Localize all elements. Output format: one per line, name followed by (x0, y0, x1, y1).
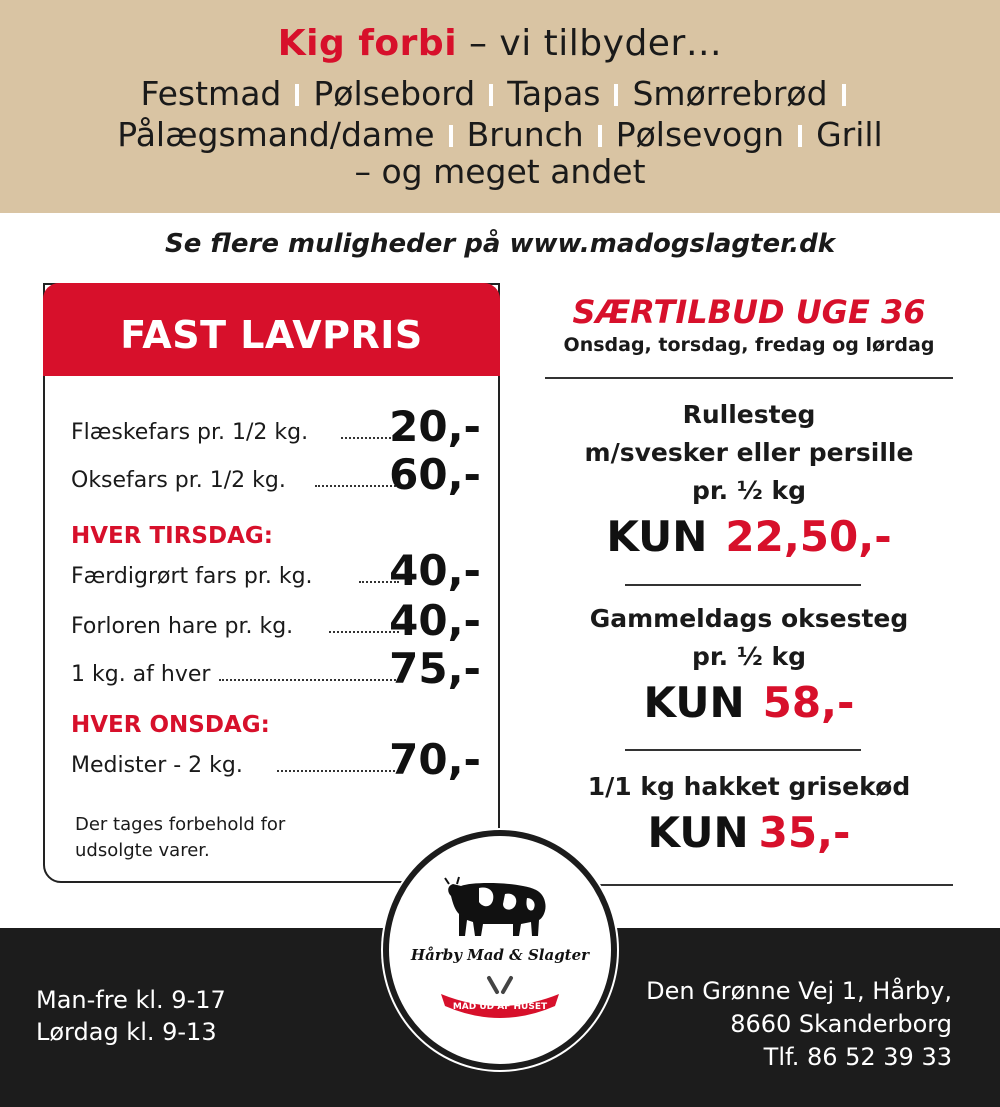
logo-name: Hårby Mad & Slagter (410, 946, 590, 964)
separator-bar (798, 125, 802, 147)
headline-accent: Kig forbi (277, 23, 458, 64)
headline-rest: – vi tilbyder… (457, 23, 723, 64)
offer-price (545, 510, 953, 564)
ribbon-text: MAD UD AF HUSET (452, 1002, 548, 1012)
services-line-1 (0, 74, 1000, 114)
offer-oksesteg (545, 600, 953, 730)
separator-bar (842, 84, 846, 106)
kun-label: KUN (606, 512, 708, 561)
address-block (646, 975, 952, 1074)
onsdag-heading: HVER ONSDAG: (71, 712, 270, 738)
card-header (43, 283, 500, 376)
offer-price (545, 676, 953, 730)
leader-dots (277, 770, 399, 772)
address-line: 8660 Skanderborg (730, 1010, 952, 1038)
services-line-3: – og meget andet (354, 152, 646, 191)
disclaimer-text: Der tages forbehold for udsolgte varer. (75, 814, 286, 861)
item-price: 20,- (389, 402, 481, 451)
separator-bar (449, 125, 453, 147)
separator-bar (614, 84, 618, 106)
price-amount: 35,- (758, 808, 851, 857)
price-row (71, 645, 481, 693)
item-price: 70,- (389, 735, 481, 784)
hours-line: Man-fre kl. 9-17 (36, 986, 226, 1014)
special-offer-title: SÆRTILBUD UGE 36 (572, 293, 926, 331)
offer-line: Rullesteg (682, 400, 816, 429)
ribbon-knives-icon (437, 974, 563, 1020)
fast-lavpris-card (43, 283, 500, 883)
tirsdag-heading: HVER TIRSDAG: (71, 523, 273, 549)
item-price: 60,- (389, 450, 481, 499)
cow-icon (443, 874, 553, 940)
item-name: 1 kg. af hver (71, 662, 211, 687)
offer-price (545, 806, 953, 860)
offer-line: pr. ½ kg (692, 642, 806, 671)
service-item: Tapas (507, 74, 601, 113)
service-item: Pølsevogn (615, 115, 785, 154)
leader-dots (315, 485, 399, 487)
offer-line: m/svesker eller persille (584, 438, 914, 467)
shop-logo (383, 830, 617, 1070)
phone-line: Tlf. 86 52 39 33 (763, 1043, 952, 1071)
offer-line: pr. ½ kg (692, 476, 806, 505)
service-item: Pølsebord (313, 74, 476, 113)
offer-line: Gammeldags oksesteg (589, 604, 909, 633)
divider (625, 584, 861, 586)
item-price: 40,- (389, 546, 481, 595)
item-name: Flæskefars pr. 1/2 kg. (71, 420, 309, 445)
price-row (71, 547, 481, 595)
card-title: FAST LAVPRIS (120, 313, 423, 357)
services-line-2 (0, 115, 1000, 155)
separator-bar (295, 84, 299, 106)
offer-rullesteg (545, 396, 953, 564)
special-offer-days: Onsdag, torsdag, fredag og lørdag (563, 334, 935, 356)
services-banner (0, 0, 1000, 213)
item-name: Forloren hare pr. kg. (71, 614, 294, 639)
service-item: Brunch (466, 115, 584, 154)
service-item: Festmad (140, 74, 282, 113)
offer-grisekoed (545, 768, 953, 860)
item-name: Medister - 2 kg. (71, 753, 243, 778)
leader-dots (219, 679, 399, 681)
kun-label: KUN (643, 678, 745, 727)
item-price: 75,- (389, 644, 481, 693)
address-line: Den Grønne Vej 1, Hårby, (646, 977, 952, 1005)
service-item: Smørrebrød (632, 74, 828, 113)
price-row (71, 736, 481, 784)
service-item: Grill (816, 115, 883, 154)
price-amount: 22,50,- (725, 512, 892, 561)
price-row (71, 597, 481, 645)
item-price: 40,- (389, 596, 481, 645)
website-link[interactable]: Se flere muligheder på www.madogslagter.dk (164, 229, 836, 259)
opening-hours (36, 984, 226, 1048)
item-name: Færdigrørt fars pr. kg. (71, 564, 313, 589)
service-item: Pålægsmand/dame (117, 115, 435, 154)
divider (625, 749, 861, 751)
price-row (71, 451, 481, 499)
price-row (71, 403, 481, 451)
divider (545, 884, 953, 886)
item-name: Oksefars pr. 1/2 kg. (71, 468, 286, 493)
price-amount: 58,- (762, 678, 855, 727)
banner-headline (0, 22, 1000, 66)
offer-line: 1/1 kg hakket grisekød (587, 772, 911, 801)
separator-bar (598, 125, 602, 147)
divider (545, 377, 953, 379)
separator-bar (489, 84, 493, 106)
kun-label: KUN (647, 808, 749, 857)
hours-line: Lørdag kl. 9-13 (36, 1018, 217, 1046)
